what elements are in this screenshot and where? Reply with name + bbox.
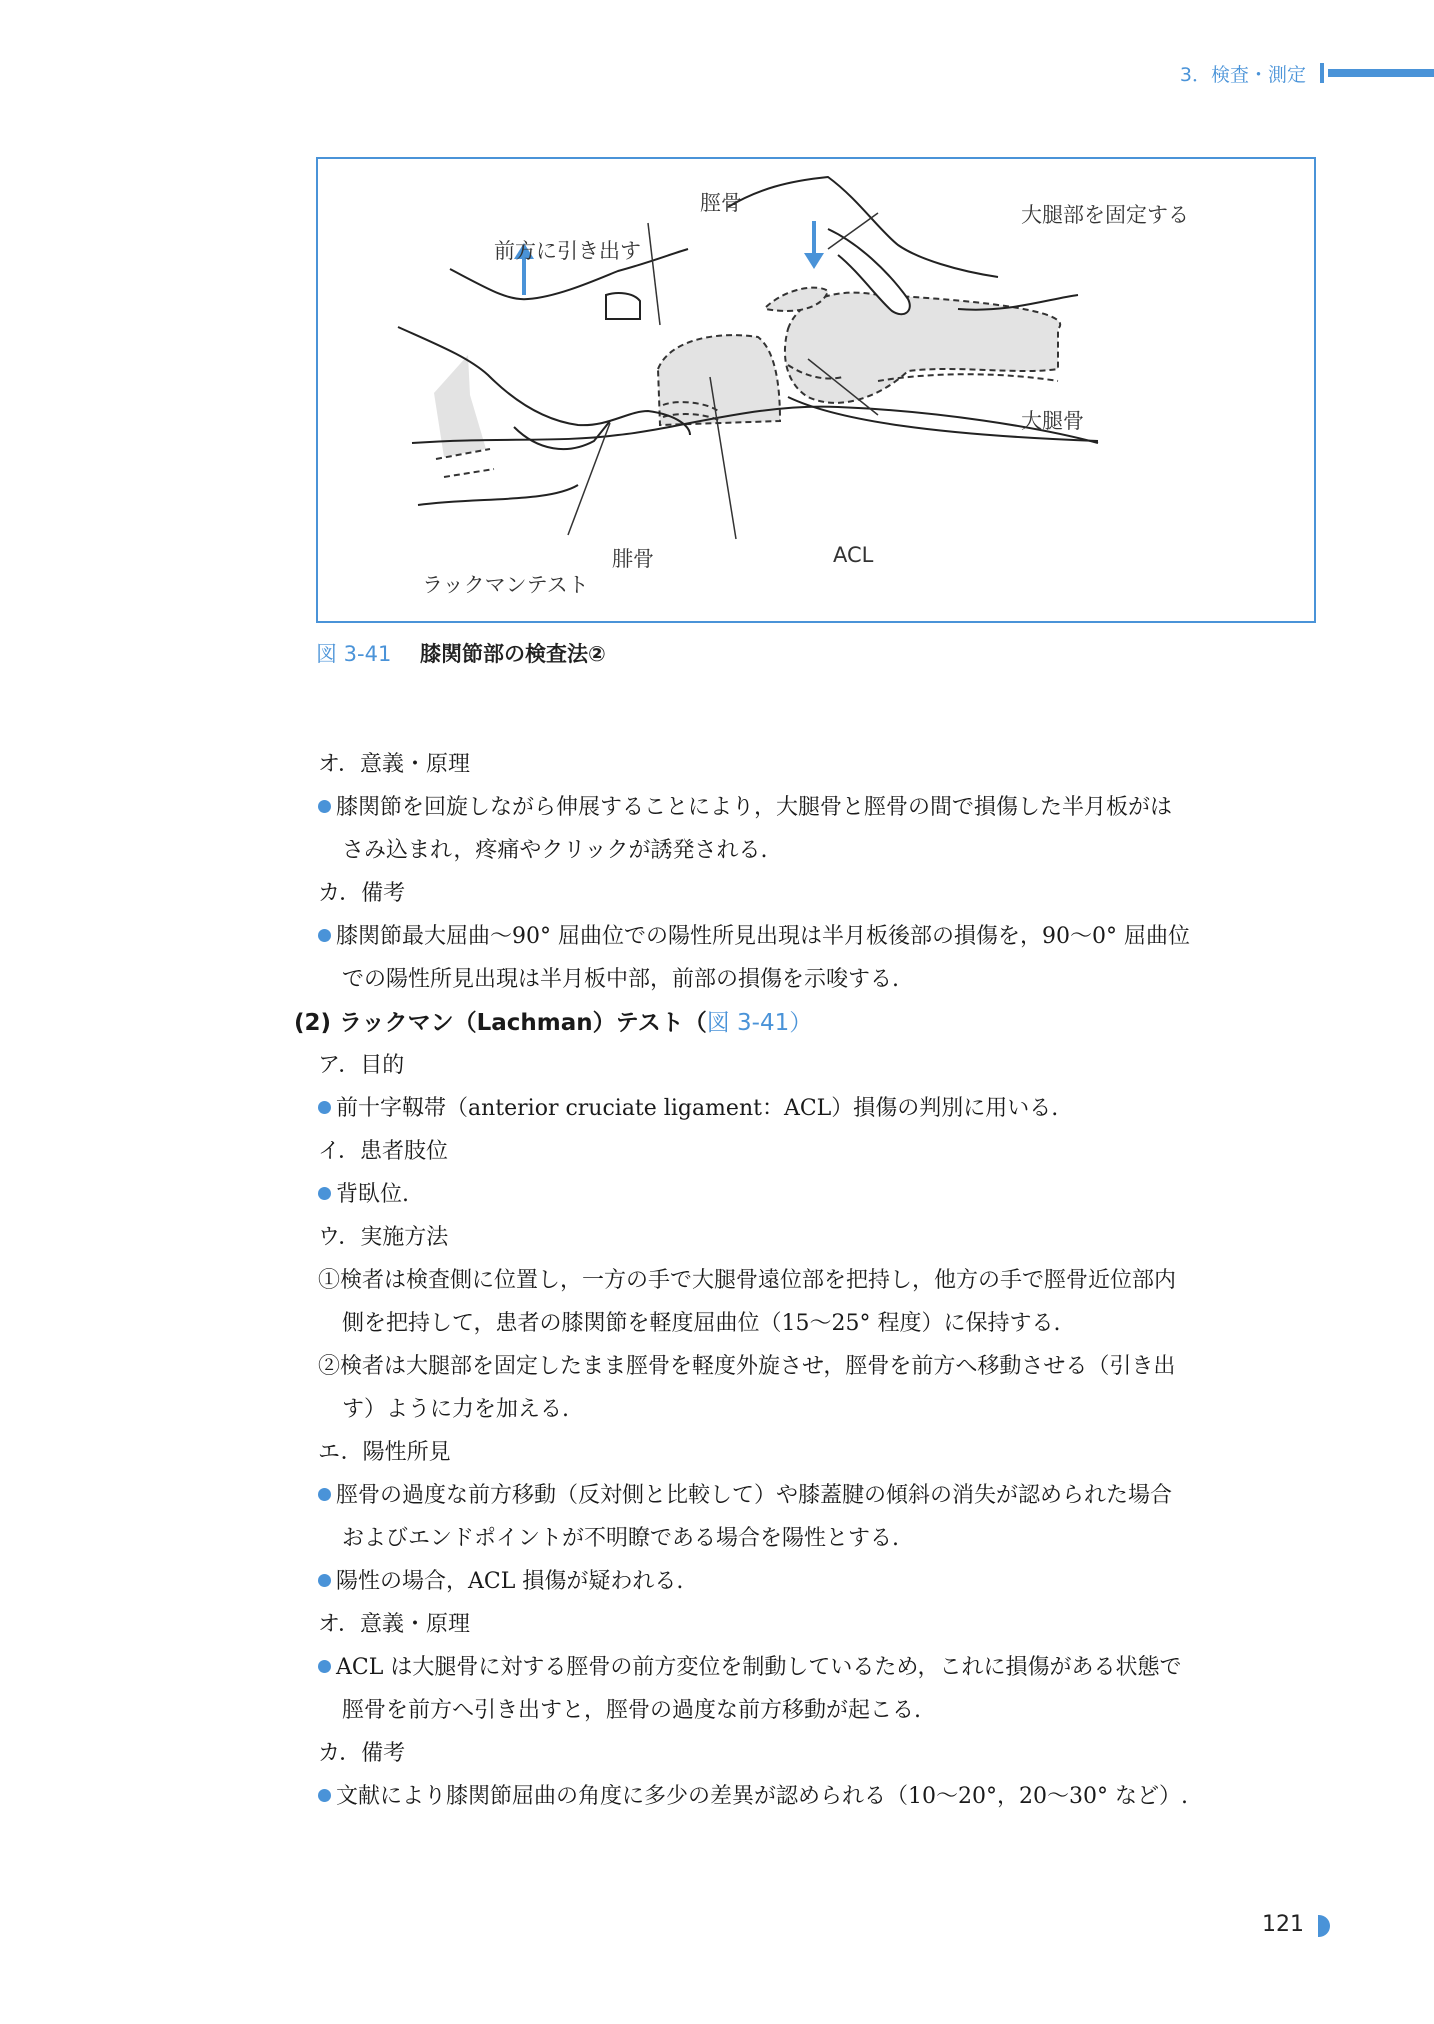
step-item: ②検者は大腿部を固定したまま脛骨を軽度外旋させ，脛骨を前方へ移動させる（引き出 bbox=[318, 1354, 1176, 1379]
list-item: ACL は大腿骨に対する脛骨の前方変位を制動しているため，これに損傷がある状態で bbox=[318, 1653, 1181, 1683]
bullet-icon bbox=[318, 1187, 331, 1200]
subsection-heading: (2) ラックマン（Lachman）テスト（図 3-41） bbox=[294, 1010, 813, 1036]
list-item-cont: 脛骨を前方へ引き出すと，脛骨の過度な前方移動が起こる. bbox=[342, 1698, 921, 1723]
section-heading: ア．目的 bbox=[318, 1053, 405, 1078]
section-heading: イ．患者肢位 bbox=[318, 1139, 449, 1164]
bullet-icon bbox=[318, 1660, 331, 1673]
section-heading: オ．意義・原理 bbox=[318, 1612, 471, 1637]
bullet-icon bbox=[318, 1488, 331, 1501]
femur-shape bbox=[785, 293, 1060, 403]
figure-reference: 図 3-41 bbox=[706, 1010, 790, 1036]
list-item: 膝関節最大屈曲～90° 屈曲位での陽性所見出現は半月板後部の損傷を，90～0° 屈曲位 bbox=[318, 922, 1190, 952]
label-test-name: ラックマンテスト bbox=[422, 573, 589, 597]
list-item: 文献により膝関節屈曲の角度に多少の差異が認められる（10～20°，20～30° など）. bbox=[318, 1782, 1188, 1812]
step-item-cont: 側を把持して，患者の膝関節を軽度屈曲位（15～25° 程度）に保持する. bbox=[342, 1311, 1061, 1336]
skin-line-bottom bbox=[418, 485, 578, 505]
list-item: 膝関節を回旋しながら伸展することにより，大腿骨と脛骨の間で損傷した半月板がは bbox=[318, 793, 1172, 823]
leader-tibia bbox=[648, 223, 660, 325]
figure-title: 膝関節部の検査法② bbox=[420, 642, 606, 666]
label-tibia: 脛骨 bbox=[700, 191, 742, 215]
femur-lower-edge bbox=[878, 374, 1058, 381]
running-header bbox=[1180, 58, 1434, 88]
bullet-icon bbox=[318, 1574, 331, 1587]
list-item: 脛骨の過度な前方移動（反対側と比較して）や膝蓋腱の傾斜の消失が認められた場合 bbox=[318, 1481, 1172, 1511]
label-fix-thigh: 大腿部を固定する bbox=[1021, 203, 1189, 227]
bullet-icon bbox=[318, 1789, 331, 1802]
header-bar-thin bbox=[1320, 63, 1324, 83]
section-heading: オ．意義・原理 bbox=[318, 752, 471, 777]
section-heading: ウ．実施方法 bbox=[318, 1225, 449, 1250]
fix-thigh-arrow bbox=[804, 221, 824, 269]
section-heading: カ．備考 bbox=[318, 881, 406, 906]
figure-lachman-test bbox=[316, 157, 1316, 623]
label-acl: ACL bbox=[833, 543, 874, 567]
list-item-cont: およびエンドポイントが不明瞭である場合を陽性とする. bbox=[342, 1526, 899, 1551]
section-heading: エ．陽性所見 bbox=[318, 1440, 451, 1465]
step-item: ①検者は検査側に位置し，一方の手で大腿骨遠位部を把持し，他方の手で脛骨近位部内 bbox=[318, 1268, 1177, 1293]
leg-underside bbox=[412, 407, 1098, 443]
lower-leg-dash-2 bbox=[444, 469, 494, 477]
page-tab-marker bbox=[1318, 1915, 1330, 1937]
header-bar-thick bbox=[1328, 69, 1434, 77]
leader-fibula bbox=[568, 423, 610, 535]
bullet-icon bbox=[318, 929, 331, 942]
figure-number: 図 3-41 bbox=[316, 642, 392, 666]
list-item: 陽性の場合，ACL 損傷が疑われる. bbox=[318, 1567, 683, 1597]
figure-caption bbox=[316, 638, 606, 668]
lower-hand-thumb bbox=[606, 293, 640, 319]
list-item-cont: での陽性所見出現は半月板中部，前部の損傷を示唆する. bbox=[342, 967, 899, 992]
chapter-title: 3．検査・測定 bbox=[1179, 63, 1306, 86]
label-fibula: 腓骨 bbox=[612, 547, 654, 571]
step-item-cont: す）ように力を加える. bbox=[342, 1397, 569, 1422]
section-heading: カ．備考 bbox=[318, 1741, 406, 1766]
bullet-icon bbox=[318, 800, 331, 813]
page-number: 121 bbox=[1262, 1912, 1304, 1937]
label-femur: 大腿骨 bbox=[1021, 409, 1084, 433]
label-pull-forward: 前方に引き出す bbox=[494, 239, 641, 263]
list-item: 背臥位. bbox=[318, 1180, 409, 1210]
bullet-icon bbox=[318, 1101, 331, 1114]
list-item-cont: さみ込まれ，疼痛やクリックが誘発される. bbox=[342, 838, 768, 863]
list-item: 前十字靱帯（anterior cruciate ligament：ACL）損傷の判別に用いる. bbox=[318, 1094, 1058, 1124]
